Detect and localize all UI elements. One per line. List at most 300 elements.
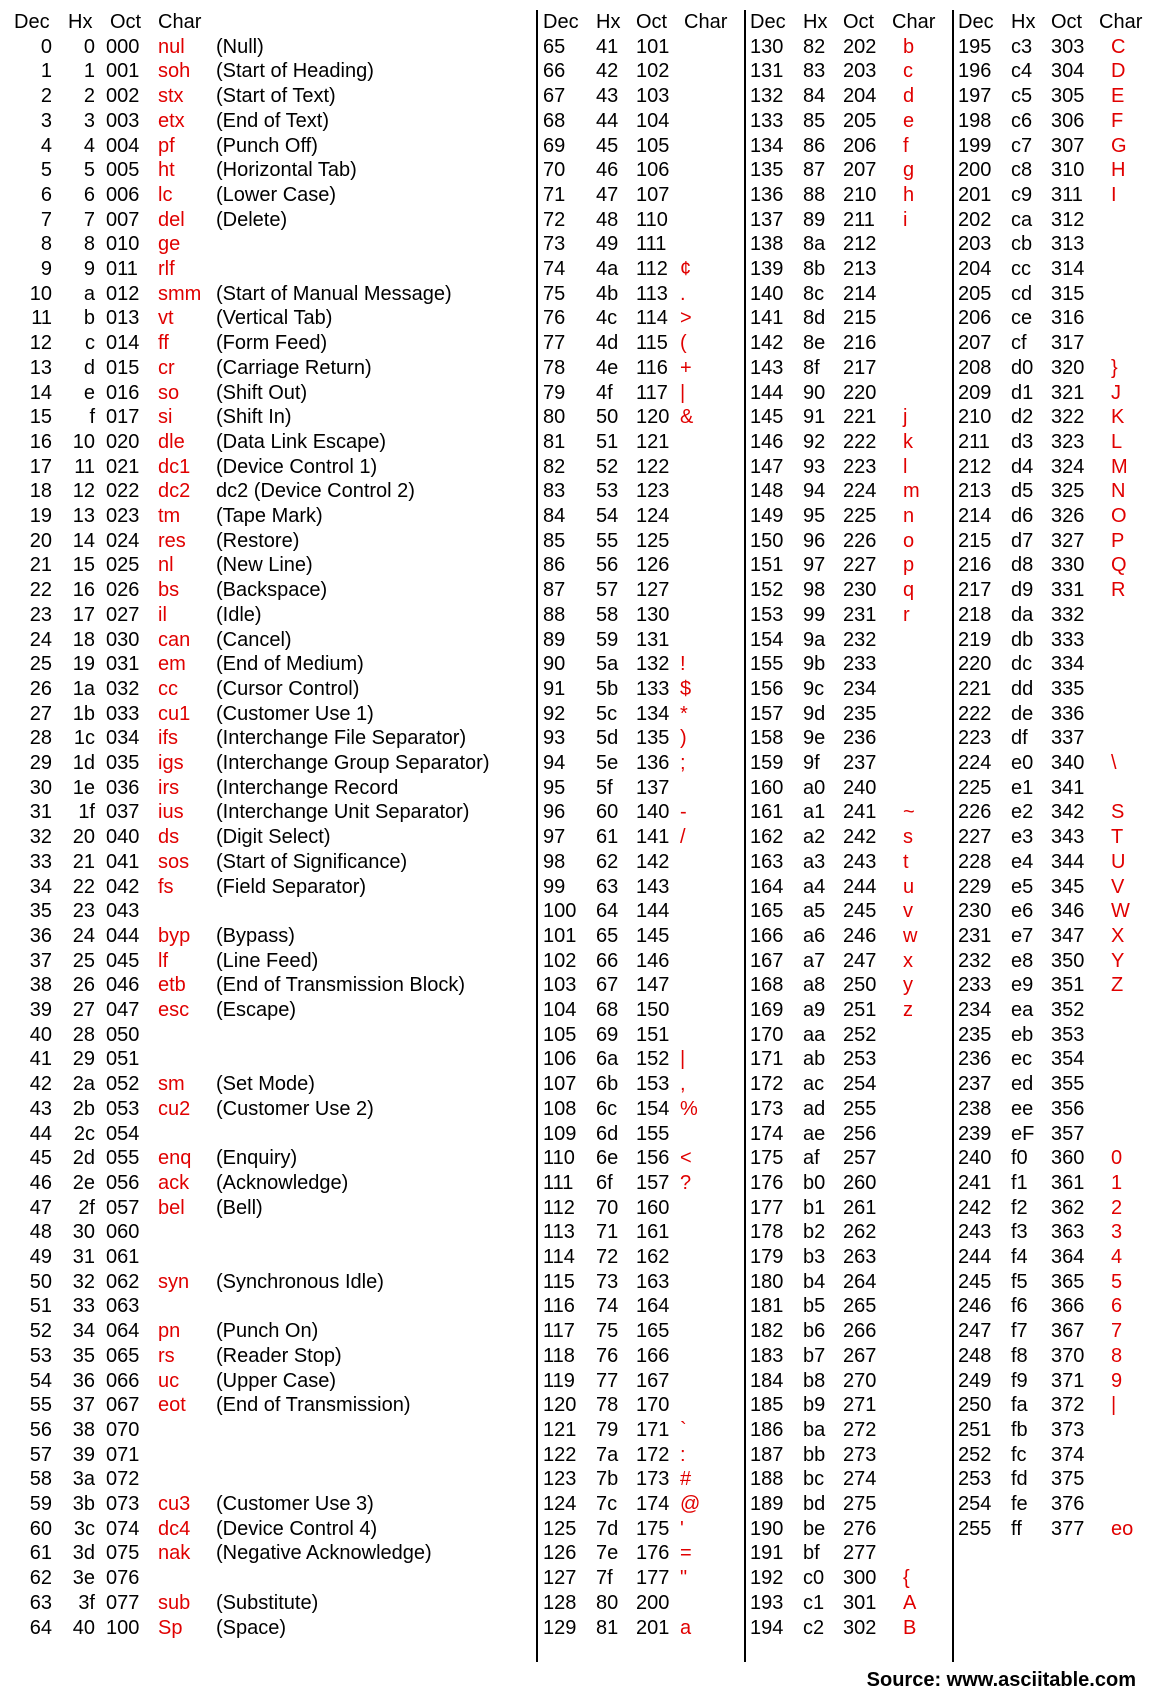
oct-cell: 162 [636, 1246, 670, 1268]
oct-cell: 142 [636, 850, 670, 873]
char-cell: Q [1111, 554, 1127, 577]
dec-cell: 4 [40, 134, 52, 157]
description-cell: (Start of Significance) [216, 850, 408, 873]
table-row [0, 158, 1166, 183]
char-cell: sos [158, 850, 190, 873]
dec-cell: 55 [29, 1394, 52, 1417]
oct-cell: 155 [636, 1122, 670, 1145]
hex-cell: 72 [596, 1246, 619, 1268]
hex-cell: 9c [803, 677, 825, 700]
dec-cell: 194 [750, 1616, 784, 1639]
oct-cell: 213 [843, 258, 877, 280]
header-row [0, 10, 1166, 35]
oct-cell: 017 [106, 406, 140, 429]
table-row [0, 1418, 1166, 1443]
table-row [0, 1072, 1166, 1097]
table-row [0, 726, 1166, 751]
dec-cell: 148 [750, 480, 784, 503]
char-cell: lc [158, 183, 173, 206]
hex-cell: af [803, 1147, 820, 1170]
dec-cell: 85 [543, 529, 566, 552]
oct-cell: 207 [843, 159, 877, 182]
oct-cell: 350 [1051, 949, 1085, 972]
dec-cell: 80 [543, 406, 566, 429]
hex-cell: 64 [596, 900, 619, 923]
oct-cell: 332 [1051, 603, 1085, 626]
char-cell: i [903, 208, 908, 231]
description-cell: (End of Text) [216, 109, 330, 132]
char-cell: ht [158, 159, 175, 182]
dec-cell: 96 [543, 801, 566, 824]
dec-cell: 252 [958, 1443, 992, 1466]
oct-cell: 265 [843, 1295, 877, 1318]
oct-cell: 374 [1051, 1443, 1085, 1466]
hex-cell: 29 [72, 1048, 95, 1071]
description-cell: (End of Transmission) [216, 1394, 411, 1417]
hex-cell: 6 [83, 183, 95, 206]
dec-cell: 131 [750, 60, 784, 83]
dec-cell: 95 [543, 776, 566, 799]
dec-cell: 157 [750, 702, 784, 725]
hex-cell: e3 [1011, 826, 1034, 849]
hex-cell: b [83, 307, 95, 330]
hex-cell: 87 [803, 159, 826, 182]
description-cell: (New Line) [216, 554, 313, 577]
hex-cell: 3a [72, 1468, 95, 1491]
oct-cell: 156 [636, 1147, 670, 1170]
char-cell: q [903, 579, 915, 602]
oct-cell: 002 [106, 85, 140, 108]
hex-cell: 2c [73, 1122, 95, 1145]
hex-cell: 9a [803, 628, 826, 651]
dec-cell: 173 [750, 1097, 784, 1120]
oct-cell: 054 [106, 1122, 140, 1145]
hex-cell: 4 [83, 134, 95, 157]
dec-cell: 24 [29, 628, 52, 651]
dec-cell: 166 [750, 924, 784, 947]
hex-cell: 62 [596, 850, 619, 873]
description-cell: (Shift Out) [216, 381, 308, 404]
hex-cell: 25 [72, 949, 95, 972]
hex-cell: 19 [72, 653, 95, 676]
oct-cell: 171 [636, 1418, 670, 1441]
hex-cell: bf [803, 1542, 820, 1565]
dec-cell: 52 [29, 1320, 52, 1343]
oct-cell: 174 [636, 1493, 670, 1515]
hex-cell: 8b [803, 258, 826, 280]
oct-cell: 145 [636, 924, 670, 947]
hex-cell: 71 [596, 1221, 619, 1244]
char-cell: etx [158, 109, 185, 132]
oct-cell: 030 [106, 628, 140, 651]
char-cell: sub [158, 1591, 191, 1614]
hex-cell: 11 [74, 455, 95, 478]
oct-cell: 117 [636, 381, 668, 404]
oct-cell: 173 [636, 1468, 670, 1491]
oct-cell: 271 [843, 1394, 877, 1417]
oct-cell: 321 [1051, 381, 1085, 404]
table-row [0, 875, 1166, 900]
hex-cell: c4 [1011, 60, 1033, 83]
dec-cell: 210 [958, 406, 992, 429]
dec-cell: 10 [29, 282, 52, 305]
dec-cell: 235 [958, 1023, 992, 1046]
dec-cell: 149 [750, 505, 784, 527]
dec-cell: 183 [750, 1344, 784, 1367]
header-char: Char [892, 11, 936, 33]
table-row [0, 405, 1166, 430]
hex-cell: 91 [803, 406, 826, 429]
dec-cell: 28 [29, 727, 52, 750]
hex-cell: 73 [596, 1270, 619, 1293]
oct-cell: 211 [843, 208, 875, 231]
oct-cell: 337 [1051, 727, 1085, 750]
hex-cell: 5a [596, 653, 619, 676]
dec-cell: 198 [958, 109, 992, 132]
oct-cell: 364 [1051, 1246, 1085, 1268]
dec-cell: 175 [750, 1147, 784, 1170]
description-cell: (Restore) [216, 529, 300, 552]
oct-cell: 334 [1051, 653, 1085, 676]
oct-cell: 052 [106, 1073, 140, 1096]
hex-cell: ee [1011, 1097, 1034, 1120]
dec-cell: 169 [750, 999, 784, 1021]
oct-cell: 230 [843, 579, 877, 602]
dec-cell: 16 [29, 430, 52, 453]
oct-cell: 071 [106, 1443, 140, 1466]
oct-cell: 346 [1051, 900, 1085, 923]
dec-cell: 25 [29, 653, 52, 676]
hex-cell: 9f [803, 752, 820, 774]
char-cell: rs [158, 1344, 175, 1367]
hex-cell: d9 [1011, 579, 1034, 602]
description-cell: (Substitute) [216, 1591, 319, 1614]
oct-cell: 356 [1051, 1097, 1085, 1120]
oct-cell: 021 [106, 455, 140, 478]
hex-cell: b5 [803, 1295, 826, 1318]
description-cell: (Data Link Escape) [216, 430, 387, 453]
dec-cell: 84 [543, 505, 566, 527]
oct-cell: 263 [843, 1246, 877, 1268]
description-cell: (Form Feed) [216, 332, 328, 355]
dec-cell: 171 [750, 1048, 784, 1071]
hex-cell: 65 [596, 924, 619, 947]
hex-cell: bb [803, 1443, 826, 1466]
oct-cell: 357 [1051, 1122, 1085, 1145]
dec-cell: 224 [958, 752, 992, 774]
oct-cell: 001 [106, 60, 140, 83]
dec-cell: 54 [29, 1369, 52, 1392]
dec-cell: 92 [543, 702, 566, 725]
table-row [0, 1591, 1166, 1616]
char-cell: S [1111, 801, 1125, 824]
header-dec: Dec [958, 11, 994, 33]
char-cell: nak [158, 1542, 191, 1565]
header-dec: Dec [750, 11, 786, 33]
hex-cell: e7 [1011, 924, 1034, 947]
dec-cell: 127 [543, 1567, 577, 1590]
hex-cell: 80 [596, 1591, 619, 1614]
oct-cell: 005 [106, 159, 140, 182]
dec-cell: 20 [29, 529, 52, 552]
table-row [0, 800, 1166, 825]
description-cell: (Field Separator) [216, 875, 367, 898]
dec-cell: 105 [543, 1023, 577, 1046]
oct-cell: 056 [106, 1171, 140, 1194]
dec-cell: 211 [958, 430, 990, 453]
oct-cell: 270 [843, 1369, 877, 1392]
hex-cell: be [803, 1517, 826, 1540]
dec-cell: 239 [958, 1122, 992, 1145]
dec-cell: 40 [29, 1023, 52, 1046]
char-cell: c [903, 60, 913, 83]
dec-cell: 244 [958, 1246, 992, 1268]
oct-cell: 146 [636, 949, 670, 972]
dec-cell: 29 [29, 752, 52, 774]
description-cell: (Space) [216, 1616, 287, 1639]
hex-cell: ec [1011, 1048, 1033, 1071]
oct-cell: 336 [1051, 702, 1085, 725]
oct-cell: 062 [106, 1270, 140, 1293]
char-cell: d [903, 85, 915, 108]
description-cell: (Customer Use 3) [216, 1493, 374, 1515]
char-cell: a [680, 1616, 692, 1639]
oct-cell: 170 [636, 1394, 670, 1417]
oct-cell: 106 [636, 159, 670, 182]
hex-cell: ae [803, 1122, 826, 1145]
char-cell: G [1111, 134, 1127, 157]
char-cell: ~ [903, 801, 915, 824]
table-row [0, 306, 1166, 331]
description-cell: (Device Control 4) [216, 1517, 378, 1540]
oct-cell: 375 [1051, 1468, 1085, 1491]
char-cell: 2 [1111, 1196, 1123, 1219]
dec-cell: 53 [29, 1344, 52, 1367]
dec-cell: 15 [29, 406, 52, 429]
oct-cell: 361 [1051, 1171, 1085, 1194]
oct-cell: 257 [843, 1147, 877, 1170]
table-row [0, 1517, 1166, 1542]
char-cell: R [1111, 579, 1126, 602]
oct-cell: 134 [636, 702, 670, 725]
hex-cell: 7 [83, 208, 95, 231]
description-cell: (Customer Use 2) [216, 1097, 374, 1120]
dec-cell: 156 [750, 677, 784, 700]
hex-cell: 76 [596, 1344, 619, 1367]
description-cell: (Reader Stop) [216, 1344, 342, 1367]
hex-cell: 54 [596, 505, 619, 527]
hex-cell: 3b [72, 1493, 95, 1515]
char-cell: cu1 [158, 702, 191, 725]
oct-cell: 111 [636, 233, 667, 256]
hex-cell: d3 [1011, 430, 1034, 453]
hex-cell: 15 [72, 554, 95, 577]
hex-cell: 6f [596, 1171, 613, 1194]
char-cell: J [1111, 381, 1121, 404]
oct-cell: 057 [106, 1196, 140, 1219]
char-cell: fs [158, 875, 174, 898]
hex-cell: 14 [72, 529, 95, 552]
dec-cell: 242 [958, 1196, 992, 1219]
dec-cell: 112 [543, 1196, 575, 1219]
char-cell: uc [158, 1369, 180, 1392]
hex-cell: 8c [803, 282, 825, 305]
hex-cell: 4d [596, 332, 619, 355]
char-cell: " [680, 1567, 688, 1590]
char-cell: can [158, 628, 191, 651]
hex-cell: 36 [72, 1369, 95, 1392]
dec-cell: 162 [750, 826, 784, 849]
char-cell: cu2 [158, 1097, 191, 1120]
header-oct: Oct [843, 11, 875, 33]
hex-cell: 37 [72, 1394, 95, 1417]
dec-cell: 21 [29, 554, 52, 577]
oct-cell: 072 [106, 1468, 140, 1491]
char-cell: 5 [1111, 1270, 1123, 1293]
dec-cell: 11 [31, 307, 52, 330]
oct-cell: 351 [1051, 974, 1085, 997]
dec-cell: 124 [543, 1493, 577, 1515]
table-row [0, 1023, 1166, 1048]
hex-cell: 42 [596, 60, 619, 83]
header-hx: Hx [68, 11, 93, 33]
oct-cell: 003 [106, 109, 140, 132]
hex-cell: a9 [803, 999, 826, 1021]
hex-cell: 53 [596, 480, 619, 503]
oct-cell: 307 [1051, 134, 1085, 157]
dec-cell: 134 [750, 134, 784, 157]
oct-cell: 344 [1051, 850, 1085, 873]
oct-cell: 327 [1051, 529, 1085, 552]
char-cell: W [1111, 900, 1130, 923]
dec-cell: 70 [543, 159, 566, 182]
oct-cell: 055 [106, 1147, 140, 1170]
hex-cell: 31 [72, 1246, 95, 1268]
dec-cell: 150 [750, 529, 784, 552]
hex-cell: e0 [1011, 752, 1034, 774]
hex-cell: 93 [803, 455, 826, 478]
hex-cell: f5 [1011, 1270, 1028, 1293]
table-row [0, 776, 1166, 801]
oct-cell: 200 [636, 1591, 670, 1614]
description-cell: (Tape Mark) [216, 505, 323, 527]
dec-cell: 153 [750, 603, 784, 626]
dec-cell: 216 [958, 554, 992, 577]
hex-cell: 6a [596, 1048, 619, 1071]
hex-cell: b7 [803, 1344, 826, 1367]
oct-cell: 172 [636, 1443, 670, 1466]
char-cell: del [158, 208, 185, 231]
oct-cell: 157 [636, 1171, 670, 1194]
dec-cell: 47 [29, 1196, 52, 1219]
char-cell: 9 [1111, 1369, 1123, 1392]
dec-cell: 133 [750, 109, 784, 132]
hex-cell: ce [1011, 307, 1033, 330]
dec-cell: 22 [29, 579, 52, 602]
hex-cell: 16 [72, 579, 95, 602]
hex-cell: 3f [78, 1591, 95, 1614]
dec-cell: 93 [543, 727, 566, 750]
dec-cell: 185 [750, 1394, 784, 1417]
table-row [0, 208, 1166, 233]
hex-cell: 22 [72, 875, 95, 898]
char-cell: ' [680, 1517, 684, 1540]
hex-cell: ed [1011, 1073, 1034, 1096]
dec-cell: 202 [958, 208, 992, 231]
char-cell: * [680, 702, 688, 725]
oct-cell: 023 [106, 505, 140, 527]
hex-cell: 99 [803, 603, 826, 626]
hex-cell: c5 [1011, 85, 1033, 108]
table-row [0, 84, 1166, 109]
hex-cell: db [1011, 628, 1034, 651]
dec-cell: 0 [40, 35, 52, 58]
hex-cell: d8 [1011, 554, 1034, 577]
hex-cell: b2 [803, 1221, 826, 1244]
oct-cell: 352 [1051, 999, 1085, 1021]
hex-cell: 7b [596, 1468, 619, 1491]
dec-cell: 135 [750, 159, 784, 182]
oct-cell: 076 [106, 1567, 140, 1590]
dec-cell: 129 [543, 1616, 577, 1639]
hex-cell: 1e [72, 776, 95, 799]
char-cell: # [680, 1468, 692, 1491]
hex-cell: 4c [596, 307, 618, 330]
dec-cell: 204 [958, 258, 992, 280]
dec-cell: 174 [750, 1122, 784, 1145]
hex-cell: 3d [72, 1542, 95, 1565]
dec-cell: 181 [750, 1295, 784, 1318]
char-cell: / [680, 826, 686, 849]
char-cell: nl [158, 554, 174, 577]
dec-cell: 191 [750, 1542, 784, 1565]
char-cell: il [158, 603, 167, 626]
dec-cell: 64 [29, 1616, 52, 1639]
oct-cell: 366 [1051, 1295, 1085, 1318]
dec-cell: 19 [29, 505, 52, 527]
dec-cell: 189 [750, 1493, 784, 1515]
dec-cell: 114 [543, 1246, 575, 1268]
oct-cell: 277 [843, 1542, 877, 1565]
description-cell: (Punch On) [216, 1320, 319, 1343]
hex-cell: 92 [803, 430, 826, 453]
hex-cell: 30 [72, 1221, 95, 1244]
oct-cell: 124 [636, 505, 670, 527]
oct-cell: 112 [636, 258, 668, 280]
table-row [0, 381, 1166, 406]
hex-cell: 20 [72, 826, 95, 849]
oct-cell: 020 [106, 430, 140, 453]
hex-cell: 9b [803, 653, 826, 676]
hex-cell: 32 [72, 1270, 95, 1293]
dec-cell: 101 [543, 924, 577, 947]
oct-cell: 322 [1051, 406, 1085, 429]
oct-cell: 042 [106, 875, 140, 898]
hex-cell: cb [1011, 233, 1033, 256]
table-row [0, 677, 1166, 702]
oct-cell: 204 [843, 85, 877, 108]
hex-cell: 1d [72, 752, 95, 774]
dec-cell: 66 [543, 60, 566, 83]
hex-cell: ad [803, 1097, 826, 1120]
char-cell: { [903, 1567, 910, 1590]
char-cell: g [903, 159, 915, 182]
char-cell: cu3 [158, 1493, 191, 1515]
table-row [0, 1467, 1166, 1492]
hex-cell: d1 [1011, 381, 1034, 404]
oct-cell: 137 [636, 776, 670, 799]
hex-cell: 2a [72, 1073, 95, 1096]
